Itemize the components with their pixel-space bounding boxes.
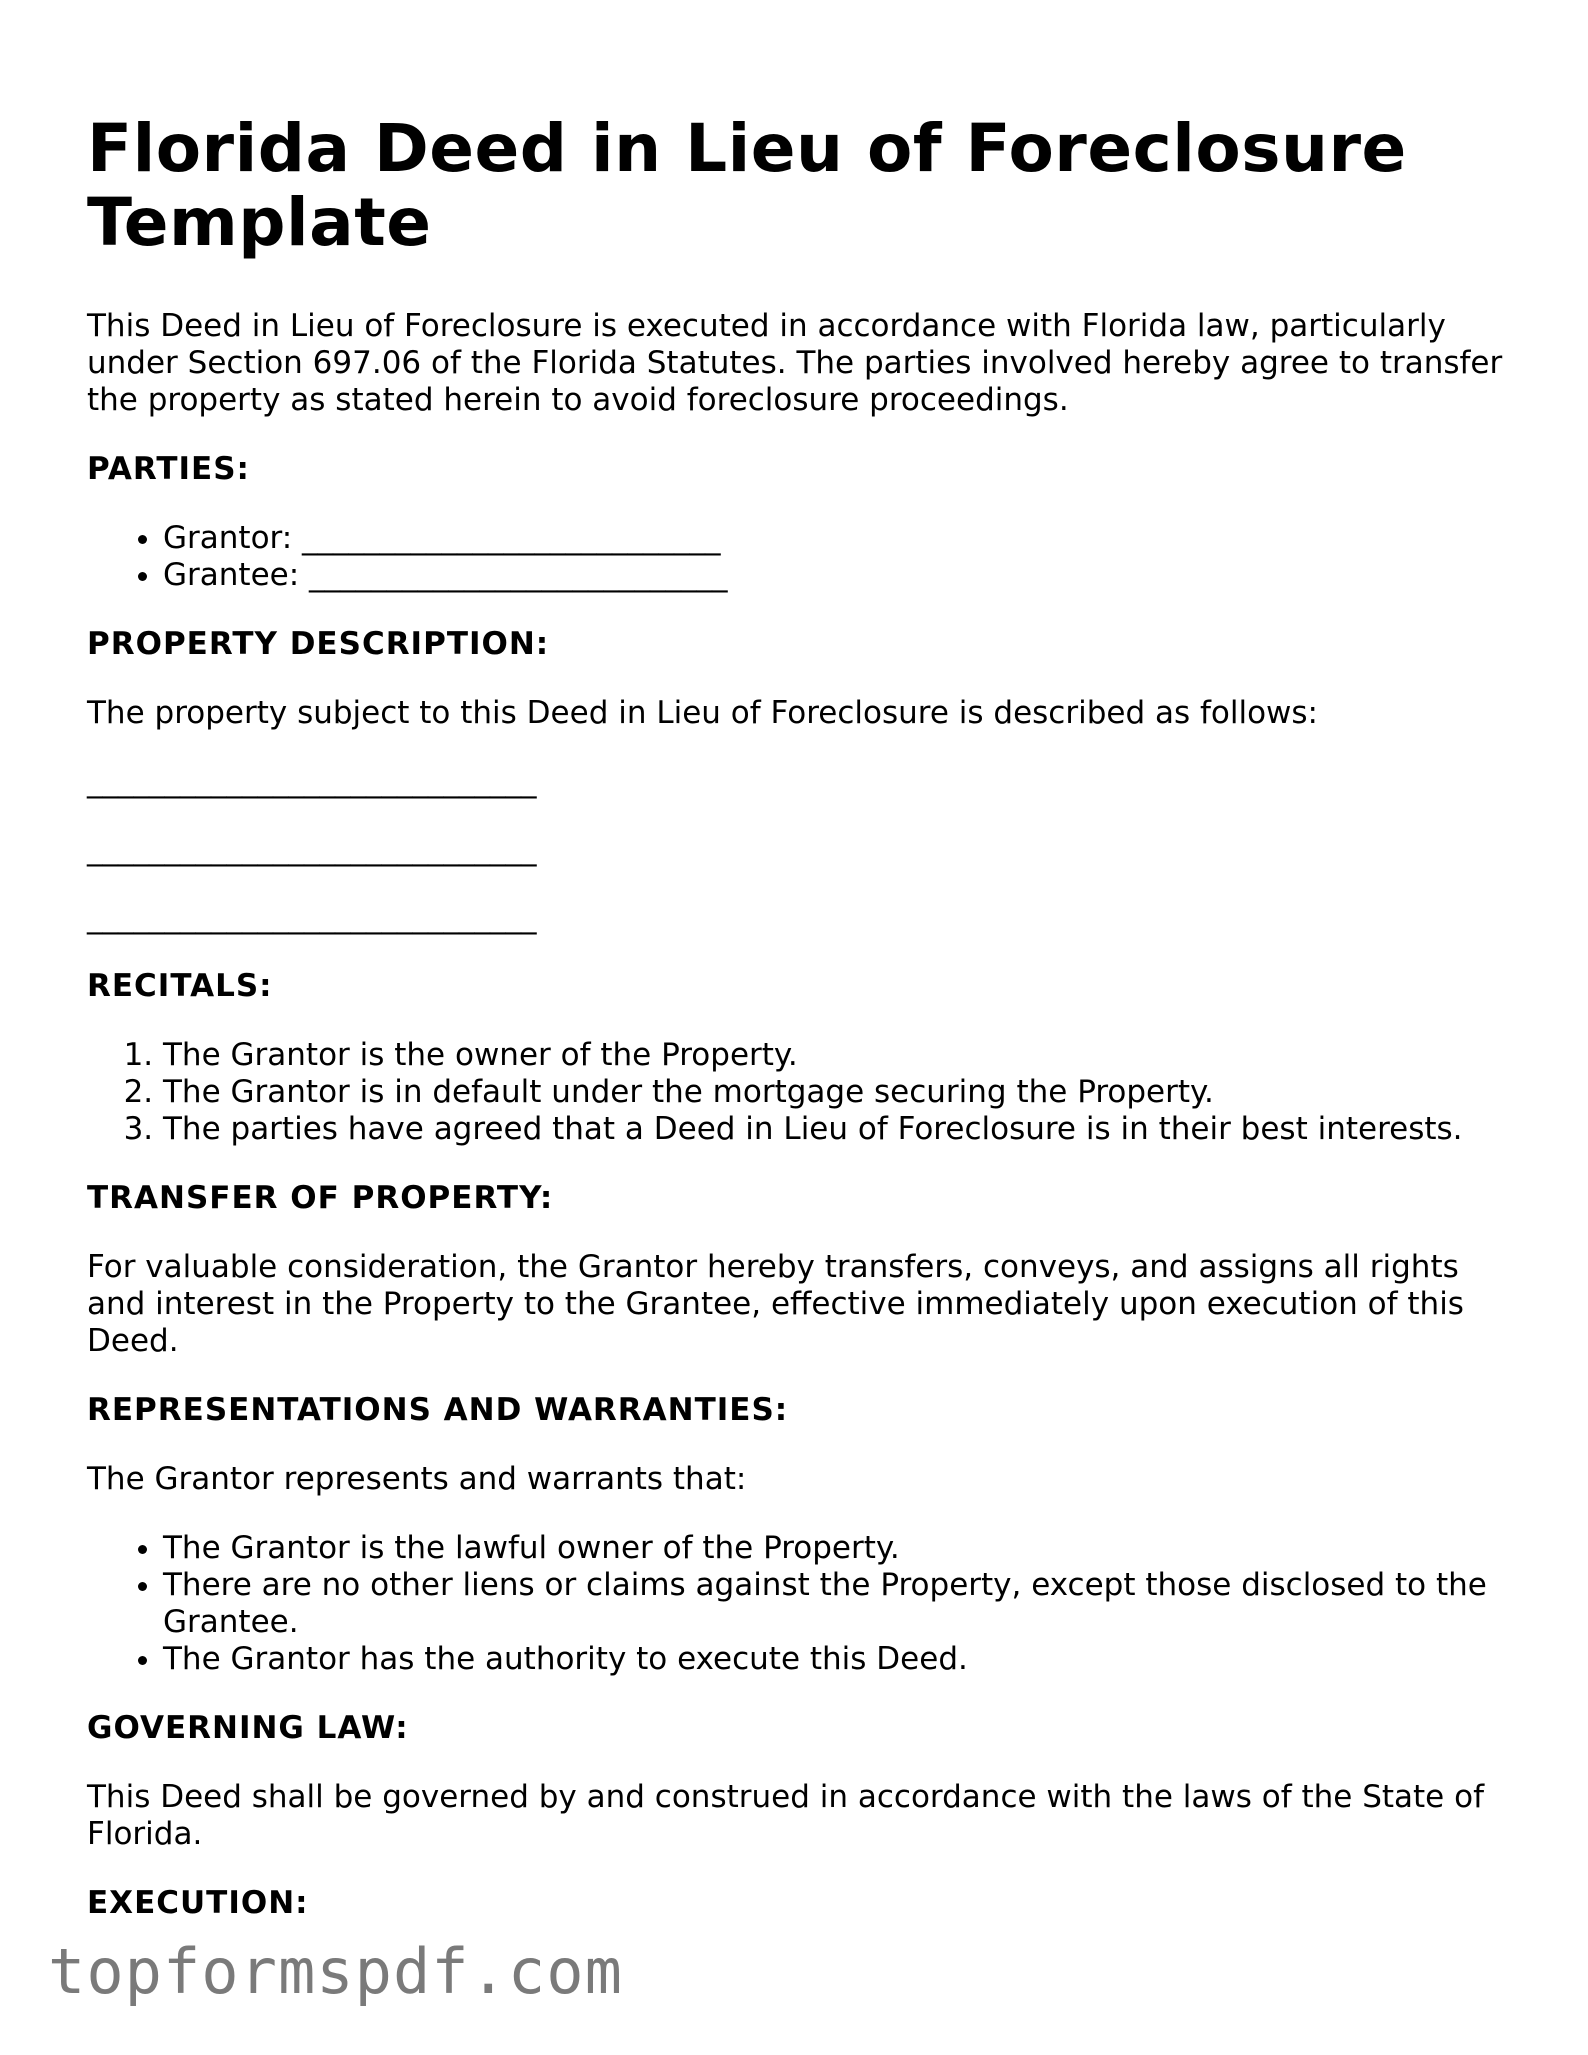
list-item: • The Grantor has the authority to execute this Deed.: [163, 1641, 1507, 1678]
list-item: • Grantor: ___________________________: [163, 520, 1507, 557]
recitals-list: [87, 1037, 1507, 1148]
list-item: 1. The Grantor is the owner of the Property.: [163, 1037, 1507, 1074]
watermark: topformspdf.com: [48, 1935, 623, 2008]
document-page: [87, 100, 1507, 1922]
representations-heading: REPRESENTATIONS AND WARRANTIES:: [87, 1392, 789, 1428]
representations-text: The Grantor represents and warrants that:: [87, 1461, 747, 1497]
governing-law-heading: GOVERNING LAW:: [87, 1710, 409, 1746]
list-item: 3. The parties have agreed that a Deed in Lieu of Foreclosure is in their best interests.: [163, 1111, 1507, 1148]
property-blank-line: _____________________________: [87, 899, 537, 935]
list-item: • There are no other liens or claims against the Property, except those disclosed to the Grantee.: [163, 1567, 1507, 1641]
page-title: Florida Deed in Lieu of Foreclosure Template: [87, 110, 1407, 261]
parties-list: [87, 520, 1507, 594]
intro-paragraph: This Deed in Lieu of Foreclosure is executed in accordance with Florida law, particularly under Section 697.06 of the Florida Statutes. The parties involved hereby agree to transfer the property as stated herein to avoid foreclosure proceedings.: [87, 308, 1503, 418]
property-text: The property subject to this Deed in Lieu of Foreclosure is described as follows:: [87, 695, 1318, 731]
list-item: • Grantee: ___________________________: [163, 557, 1507, 594]
list-item: • The Grantor is the lawful owner of the Property.: [163, 1530, 1507, 1567]
governing-law-text: This Deed shall be governed by and construed in accordance with the laws of the State of Florida.: [87, 1779, 1484, 1852]
transfer-heading: TRANSFER OF PROPERTY:: [87, 1180, 554, 1216]
property-heading: PROPERTY DESCRIPTION:: [87, 626, 550, 662]
property-blank-line: _____________________________: [87, 763, 537, 799]
representations-list: [87, 1530, 1507, 1678]
parties-heading: PARTIES:: [87, 451, 250, 487]
list-item: 2. The Grantor is in default under the mortgage securing the Property.: [163, 1074, 1507, 1111]
transfer-text: For valuable consideration, the Grantor hereby transfers, conveys, and assigns all rights and interest in the Property to the Grantee, effective immediately upon execution of this Deed.: [87, 1249, 1464, 1359]
recitals-heading: RECITALS:: [87, 968, 273, 1004]
property-blank-line: _____________________________: [87, 831, 537, 867]
execution-heading: EXECUTION:: [87, 1885, 309, 1921]
